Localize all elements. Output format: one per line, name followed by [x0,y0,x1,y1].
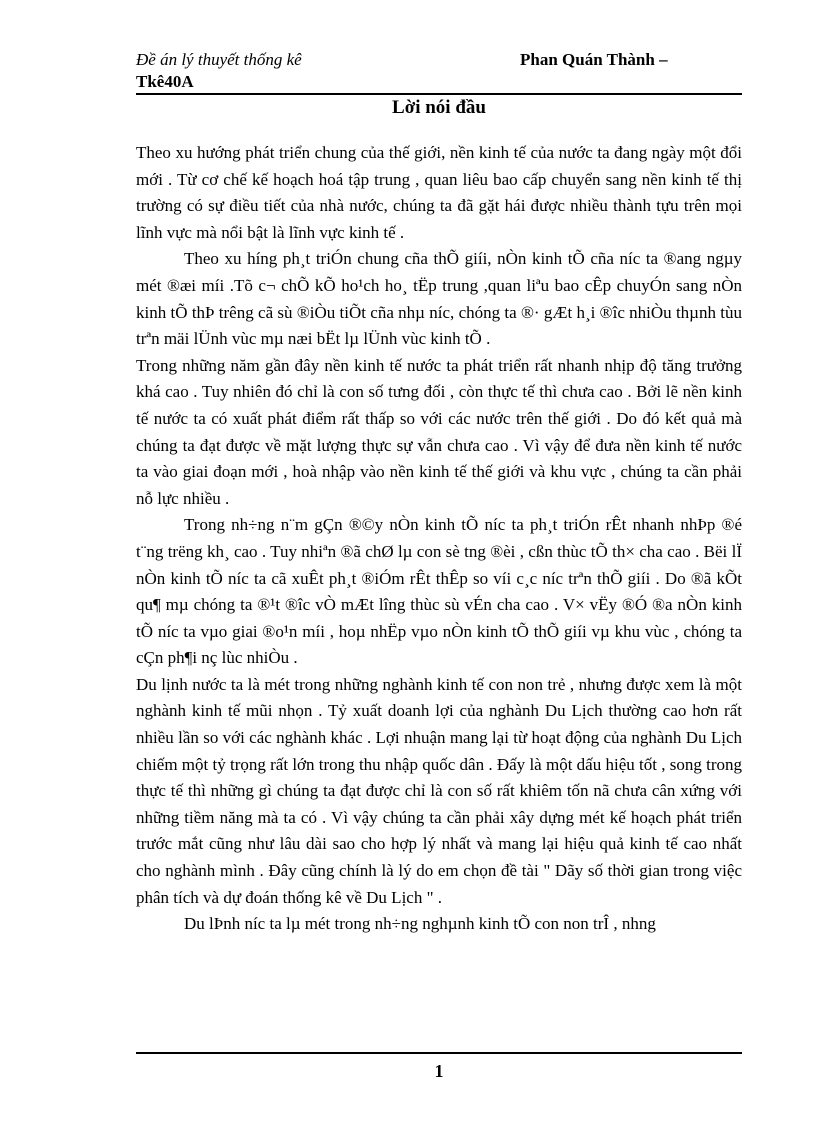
paragraph-6: Du lÞnh níc ta lµ mét trong nh÷ng nghµnh kinh tÕ con non trÎ , nhng [184,914,656,934]
header-class-code: Tkê40A [136,72,194,91]
header-doc-title: Đề án lý thuyết thống kê [136,50,302,69]
paragraph-3: Trong những năm gần đây nền kinh tế nước ta phát triển rất nhanh nhịp độ tăng trưởng khá cao . Tuy nhiên đó chỉ là con số tưng đối , còn thực tế thì chưa cao . Bởi lẽ nền kinh tế nước ta có xuất phát điểm rất thấp so với các nước trên thế giới . Do đó kết quả mà chúng ta đạt được về mặt lượng thực sự vẫn chưa cao . Vì vậy để đưa nền kinh tế nước ta vào giai đoạn mới , hoà nhập vào nền kinh tế thế giới và khu vực , chúng ta cần phải nỗ lực nhiều . [136,355,742,508]
header-author: Phan Quán Thành – [520,50,668,69]
paragraph-1: Theo xu hướng phát triển chung của thế giới, nền kinh tế của nước ta đang ngày một đổi mới . Từ cơ chế kế hoạch hoá tập trung , quan liêu bao cấp chuyển sang nền kinh tế thị trường có sự điều tiết của nhà nước, chúng ta đã gặt hái được nhiều thành tựu trên mọi lĩnh vực mà nổi bật là lĩnh vực kinh tế . [136,143,742,242]
document-body [136,140,742,938]
header-divider [136,93,742,95]
paragraph-5: Du lịnh nước ta là mét trong những nghành kinh tế con non trẻ , nhưng được xem là một nghành kinh tế mũi nhọn . Tỷ xuất doanh lợi của nghành Du Lịch thường cao hơn rất nhiều lần so với các nghành khác . Lợi nhuận mang lại từ hoạt động của nghành Du Lịch chiếm một tỷ trọng rất lớn trong thu nhập quốc dân . Đấy là một dấu hiệu tốt , song trong thực tế thì những gì chúng ta đạt được chỉ là con số rất khiêm tốn nã chưa cân xứng với những tiềm năng mà ta có . Vì vậy chúng ta cần phải xây dựng mét kế hoạch phát triển trước mắt cũng như lâu dài sao cho hợp lý nhất và mang lại hiệu quả kinh tế cao nhất cho nghành mình . Đây cũng chính là lý do em chọn đề tài " Dãy số thời gian trong việc phân tích và dự đoán thống kê về Du Lịch " . [136,674,742,907]
footer-divider [136,1052,742,1054]
page-number: 1 [434,1061,444,1081]
page-title: Lời nói đầu [392,97,486,118]
paragraph-2: Theo xu híng ph¸t triÓn chung cña thÕ giíi, nÒn kinh tÕ cña níc ta ®ang ngµy mét ®æi míi .Tõ c¬ chÕ kÕ ho¹ch ho¸ tËp trung ,quan liªu bao cÊp chuyÓn sang nÒn kinh tÕ thÞ trêng cã sù ®iÒu tiÕt cña nhµ níc, chóng ta ®· gÆt h¸i ®îc nhiÒu thµnh tùu trªn mäi lÜnh vùc mµ næi bËt lµ lÜnh vùc kinh tÕ . [136,249,742,349]
paragraph-4: Trong nh÷ng n¨m gÇn ®©y nÒn kinh tÕ níc ta ph¸t triÓn rÊt nhanh nhÞp ®é t¨ng trëng kh¸ cao . Tuy nhiªn ®ã chØ lµ con sè tng ®èi , cßn thùc tÕ th× cha cao . Bëi lÏ nÒn kinh tÕ níc ta cã xuÊt ph¸t ®iÓm rÊt thÊp so víi c¸c níc trªn thÕ giíi . Do ®ã kÕt qu¶ mµ chóng ta ®¹t ®îc vÒ mÆt lîng thùc sù vÉn cha cao . V× vËy ®Ó ®a nÒn kinh tÕ níc ta vµo giai ®o¹n míi , hoµ nhËp vµo nÒn kinh tÕ thÕ giíi vµ khu vùc , chóng ta cÇn ph¶i nç lùc nhiÒu . [136,515,742,668]
